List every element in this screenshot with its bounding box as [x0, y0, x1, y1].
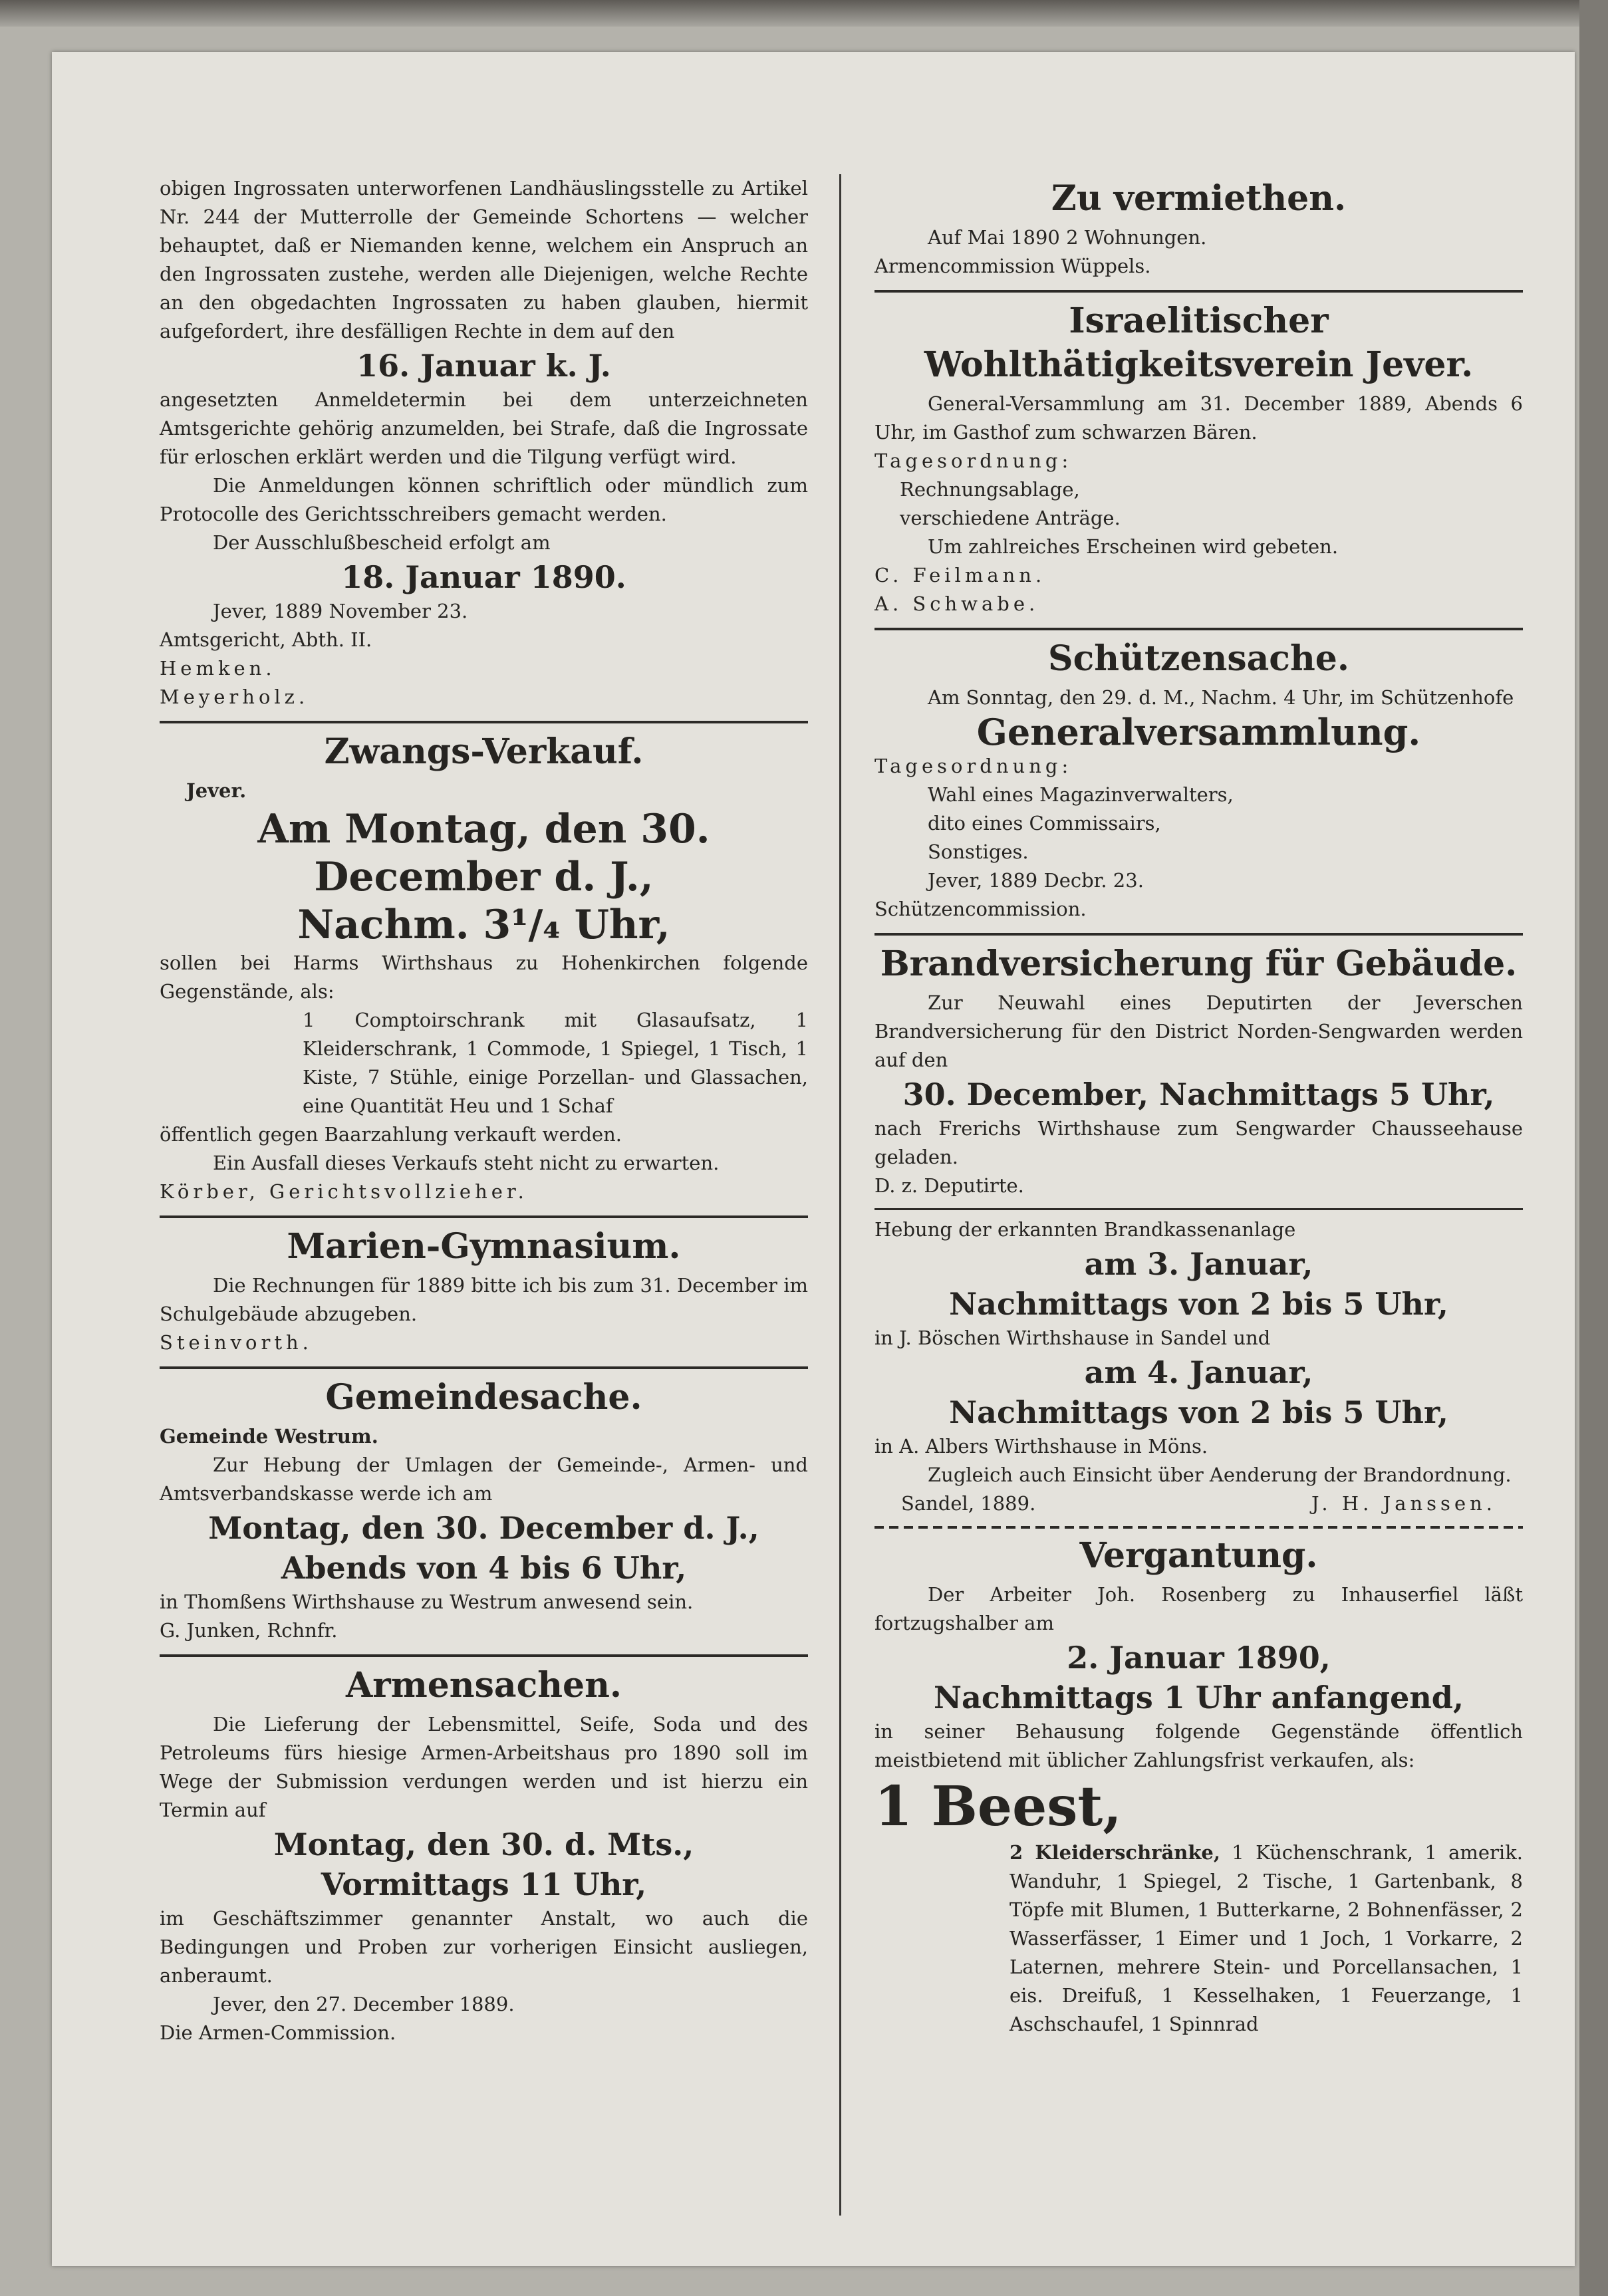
- hebung-date1: am 3. Januar,: [1084, 1246, 1313, 1282]
- vermiethen-title: Zu vermiethen.: [1051, 178, 1347, 219]
- israelit-agenda2: verschiedene Anträge.: [900, 507, 1121, 529]
- gemeinde-signature: G. Junken, Rchnfr.: [160, 1619, 338, 1642]
- brand-signature: D. z. Deputirte.: [874, 1174, 1024, 1197]
- brand-notice: [874, 942, 1523, 1200]
- ingrossaten-date1: 16. Januar k. J.: [356, 348, 611, 384]
- hebung-time1: Nachmittags von 2 bis 5 Uhr,: [949, 1286, 1448, 1322]
- ingrossaten-para4: Der Ausschlußbescheid erfolgt am: [213, 531, 551, 554]
- brand-text: Zur Neuwahl eines Deputirten der Jeverschen Brandversicherung für den District Norden-Sengwarden werden auf den: [874, 991, 1523, 1071]
- section-rule: [160, 1215, 808, 1218]
- schuetzen-notice: [874, 637, 1523, 924]
- zwangsverkauf-sale: öffentlich gegen Baarzahlung verkauft werden.: [160, 1123, 622, 1146]
- hebung-place-date: Sandel, 1889.: [901, 1492, 1036, 1515]
- schuetzen-event: Generalversammlung.: [976, 711, 1421, 753]
- schuetzen-place-date: Jever, 1889 Decbr. 23.: [928, 869, 1144, 892]
- ingrossaten-para1: obigen Ingrossaten unterworfenen Landhäuslingsstelle zu Artikel Nr. 244 der Mutterrolle der Gemeinde Schortens — welcher behauptet, daß er Niemanden kenne, welchem ein Anspruch an den Ingrossaten zustehe, werden alle Diejenigen, welche Rechte an den obgedachten Ingrossaten zu haben glauben, hiermit aufgefordert, ihre desfälligen Rechte in dem auf den: [160, 177, 808, 342]
- armen-title: Armensachen.: [345, 1665, 622, 1706]
- zwangsverkauf-notice: [160, 730, 808, 1206]
- section-rule: [160, 1366, 808, 1369]
- ingrossaten-clerk: Meyerholz.: [160, 686, 309, 708]
- hebung-notice: [874, 1215, 1523, 1518]
- vergantung-title: Vergantung.: [1079, 1535, 1318, 1576]
- israelit-sig1: C. Feilmann.: [874, 564, 1046, 586]
- vergantung-text: Der Arbeiter Joh. Rosenberg zu Inhauserfiel läßt fortzugshalber am: [874, 1583, 1523, 1634]
- schuetzen-title: Schützensache.: [1048, 638, 1349, 679]
- section-rule: [874, 933, 1523, 936]
- hebung-signature: J. H. Janssen.: [1311, 1492, 1496, 1515]
- section-rule: [160, 721, 808, 723]
- zwangsverkauf-intro: sollen bei Harms Wirthshaus zu Hohenkirchen folgende Gegenstände, als:: [160, 952, 808, 1003]
- gymnasium-text: Die Rechnungen für 1889 bitte ich bis zum 31. December im Schulgebäude abzugeben.: [160, 1274, 808, 1325]
- schuetzen-text: Am Sonntag, den 29. d. M., Nachm. 4 Uhr, im Schützenhofe: [928, 686, 1514, 709]
- ingrossaten-date2: 18. Januar 1890.: [341, 559, 626, 595]
- section-rule: [874, 628, 1523, 630]
- ingrossaten-para3: Die Anmeldungen können schriftlich oder mündlich zum Protocolle des Gerichtsschreibers gemacht werden.: [160, 474, 808, 525]
- vermiethen-notice: [874, 177, 1523, 281]
- armen-notice: [160, 1664, 808, 2047]
- ingrossaten-notice: [160, 174, 808, 711]
- zwangsverkauf-title: Zwangs-Verkauf.: [324, 731, 644, 772]
- scan-top-edge: [0, 0, 1608, 27]
- vergantung-text2: in seiner Behausung folgende Gegenstände öffentlich meistbietend mit üblicher Zahlungsfrist verkaufen, als:: [874, 1720, 1523, 1771]
- vermiethen-text: Auf Mai 1890 2 Wohnungen.: [928, 226, 1207, 249]
- zwangsverkauf-time: Nachm. 3¹/₄ Uhr,: [297, 902, 670, 948]
- zwangsverkauf-date: Am Montag, den 30. December d. J.,: [257, 806, 710, 900]
- israelit-notice: [874, 299, 1523, 618]
- zwangsverkauf-items: 1 Comptoirschrank mit Glasaufsatz, 1 Kleiderschrank, 1 Commode, 1 Spiegel, 1 Tisch, 1 Kiste, 7 Stühle, einige Porzellan- und Glassachen, eine Quantität Heu und 1 Schaf: [303, 1009, 808, 1117]
- armen-signature: Die Armen-Commission.: [160, 2021, 396, 2044]
- armen-time: Vormittags 11 Uhr,: [321, 1866, 647, 1902]
- hebung-place2: in A. Albers Wirthshause in Möns.: [874, 1435, 1208, 1458]
- hebung-time2: Nachmittags von 2 bis 5 Uhr,: [949, 1394, 1448, 1430]
- scan-right-edge: [1579, 0, 1608, 2296]
- zwangsverkauf-place: Jever.: [186, 779, 247, 802]
- israelit-agenda1: Rechnungsablage,: [900, 478, 1080, 501]
- hebung-text2: Zugleich auch Einsicht über Aenderung der Brandordnung.: [928, 1464, 1512, 1486]
- left-column: [160, 174, 808, 2047]
- column-divider: [839, 174, 841, 2216]
- ingrossaten-para2: angesetzten Anmeldetermin bei dem unterzeichneten Amtsgerichte gehörig anzumelden, bei Strafe, daß die Ingrossate für erloschen erklärt werden und die Tilgung verfügt wird.: [160, 388, 808, 468]
- gymnasium-notice: [160, 1225, 808, 1357]
- brand-date: 30. December, Nachmittags 5 Uhr,: [902, 1077, 1495, 1112]
- schuetzen-signature: Schützencommission.: [874, 898, 1087, 920]
- gemeinde-time: Abends von 4 bis 6 Uhr,: [281, 1550, 687, 1586]
- vergantung-notice: [874, 1534, 1523, 2039]
- israelit-agenda-label: Tagesordnung:: [874, 449, 1073, 472]
- gemeinde-subtitle: Gemeinde Westrum.: [160, 1425, 378, 1448]
- ingrossaten-place-date: Jever, 1889 November 23.: [213, 600, 468, 622]
- gymnasium-title: Marien-Gymnasium.: [287, 1226, 681, 1267]
- section-rule: [160, 1654, 808, 1657]
- schuetzen-agenda3: Sonstiges.: [928, 840, 1029, 863]
- israelit-title: Israelitischer Wohlthätigkeitsverein Jever.: [924, 301, 1474, 385]
- gemeinde-title: Gemeindesache.: [325, 1377, 642, 1418]
- vermiethen-signature: Armencommission Wüppels.: [874, 255, 1151, 277]
- right-column: [874, 174, 1523, 2039]
- ingrossaten-court: Amtsgericht, Abth. II.: [160, 628, 372, 651]
- vergantung-items-bold: 2 Kleiderschränke,: [1009, 1841, 1220, 1864]
- section-rule-dotted: [874, 1526, 1523, 1529]
- hebung-date2: am 4. Januar,: [1084, 1354, 1313, 1390]
- section-rule: [874, 290, 1523, 293]
- section-rule: [874, 1208, 1523, 1210]
- israelit-sig2: A. Schwabe.: [874, 592, 1039, 615]
- hebung-footer: [874, 1489, 1523, 1518]
- schuetzen-agenda1: Wahl eines Magazinverwalters,: [928, 783, 1234, 806]
- vergantung-beest: 1 Beest,: [874, 1775, 1122, 1839]
- armen-place-date: Jever, den 27. December 1889.: [213, 1993, 515, 2015]
- zwangsverkauf-note: Ein Ausfall dieses Verkaufs steht nicht zu erwarten.: [213, 1152, 720, 1174]
- vergantung-items-rest: 1 Küchenschrank, 1 amerik. Wanduhr, 1 Spiegel, 2 Tische, 1 Gartenbank, 8 Töpfe mit Blumen, 1 Butterkarne, 2 Bohnenfässer, 2 Wasserfässer, 1 Eimer und 1 Joch, 1 Vorkarre, 2 Laternen, mehrere Stein- und Porcellansachen, 1 eis. Dreifuß, 1 Kesselhaken, 1 Feuerzange, 1 Aschschaufel, 1 Spinnrad: [1009, 1841, 1523, 2035]
- gemeinde-notice: [160, 1376, 808, 1645]
- ingrossaten-judge: Hemken.: [160, 657, 276, 680]
- brand-title: Brandversicherung für Gebäude.: [880, 944, 1518, 984]
- vergantung-items: [874, 1839, 1523, 2039]
- armen-text: Die Lieferung der Lebensmittel, Seife, Soda und des Petroleums fürs hiesige Armen-Arbeitshaus pro 1890 soll im Wege der Submission verdungen werden und ist hierzu ein Termin auf: [160, 1713, 808, 1821]
- hebung-text: Hebung der erkannten Brandkassenanlage: [874, 1218, 1296, 1241]
- armen-date: Montag, den 30. d. Mts.,: [273, 1827, 694, 1862]
- schuetzen-agenda2: dito eines Commissairs,: [928, 812, 1161, 834]
- schuetzen-agenda-label: Tagesordnung:: [874, 755, 1073, 777]
- gemeinde-place: in Thomßens Wirthshause zu Westrum anwesend sein.: [160, 1591, 694, 1613]
- hebung-place1: in J. Böschen Wirthshause in Sandel und: [874, 1327, 1271, 1349]
- armen-text2: im Geschäftszimmer genannter Anstalt, wo auch die Bedingungen und Proben zur vorherigen Einsicht ausliegen, anberaumt.: [160, 1907, 808, 1987]
- gemeinde-date: Montag, den 30. December d. J.,: [208, 1510, 759, 1546]
- vergantung-date: 2. Januar 1890,: [1067, 1640, 1331, 1676]
- israelit-request: Um zahlreiches Erscheinen wird gebeten.: [928, 535, 1339, 558]
- israelit-text: General-Versammlung am 31. December 1889, Abends 6 Uhr, im Gasthof zum schwarzen Bären.: [874, 392, 1523, 444]
- vergantung-time: Nachmittags 1 Uhr anfangend,: [933, 1680, 1464, 1716]
- gymnasium-signature: Steinvorth.: [160, 1331, 313, 1354]
- gemeinde-text: Zur Hebung der Umlagen der Gemeinde-, Armen- und Amtsverbandskasse werde ich am: [160, 1454, 808, 1505]
- brand-text2: nach Frerichs Wirthshause zum Sengwarder Chausseehause geladen.: [874, 1117, 1523, 1168]
- zwangsverkauf-signature: Körber, Gerichtsvollzieher.: [160, 1180, 528, 1203]
